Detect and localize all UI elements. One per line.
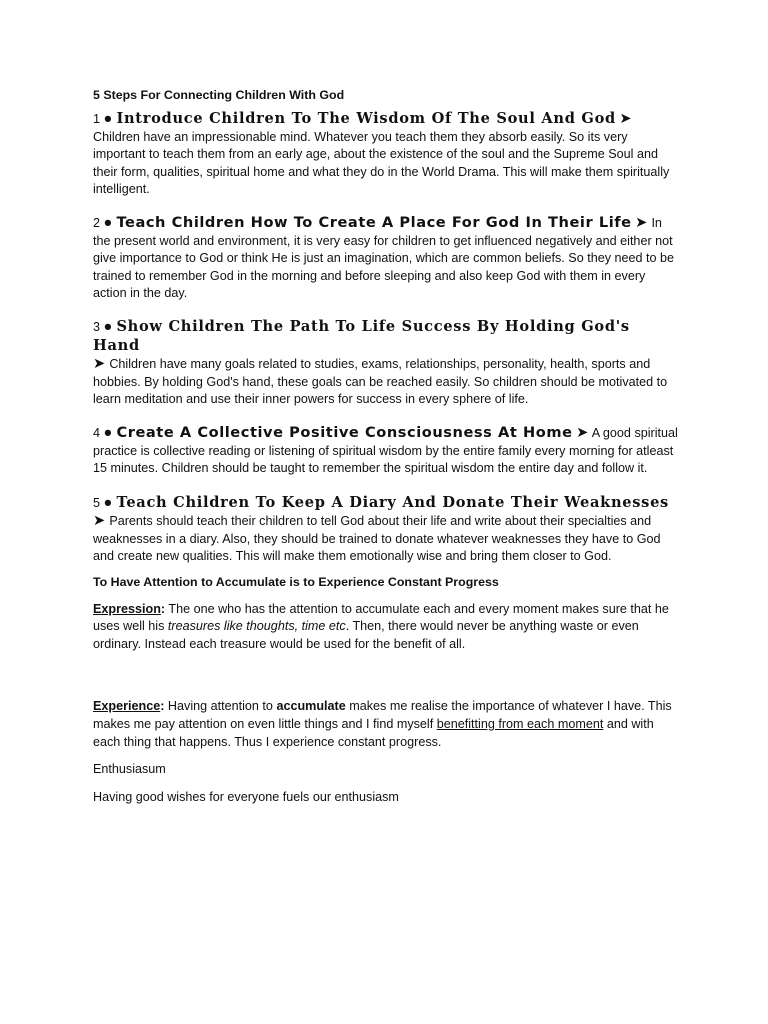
step-body: Children have many goals related to studies, exams, relationships, personality, health, sports and hobbies. By holding God's hand, these goals can be reached easily. So children should be motivated to learn meditation and use their inner powers for success in every sphere of life. — [93, 357, 668, 407]
step-2 — [93, 214, 678, 303]
experience-text-1: Having attention to — [164, 699, 277, 714]
arrow-icon: ➤ — [619, 111, 633, 127]
experience-text-3: and with each thing that happens. Thus I experience constant progress. — [93, 717, 654, 749]
step-body: In the present world and environment, it is very easy for children to get influenced negatively and either not give importance to God or think He is just an imagination, which are common beliefs. So they need to be trained to remember God in the morning and before sleeping and also keep God with them in every action in the day. — [93, 215, 675, 301]
bullet-icon: ● — [103, 111, 113, 127]
step-heading: Show Children The Path To Life Success By Holding God's Hand — [93, 317, 630, 354]
step-number: 5 — [93, 495, 101, 510]
step-body: A good spiritual practice is collective reading or listening of spiritual wisdom by the entire family every morning for atleast 15 minutes. Children should be taught to remember the spiritual wisdom the entire day and follow it. — [93, 425, 678, 476]
step-1 — [93, 110, 678, 199]
step-heading: Teach Children To Keep A Diary And Donate Their Weaknesses — [116, 493, 669, 511]
expression-paragraph — [93, 601, 678, 654]
experience-bold-word: accumulate — [276, 699, 346, 714]
expression-label: Expression — [93, 601, 161, 616]
step-heading: Create A Collective Positive Consciousness At Home — [116, 423, 573, 441]
spacer — [93, 663, 678, 698]
step-number: 1 — [93, 112, 101, 126]
step-4 — [93, 424, 678, 478]
step-3 — [93, 318, 678, 409]
experience-paragraph — [93, 698, 678, 751]
step-body: Parents should teach their children to tell God about their life and write about their specialties and weaknesses in a diary. Also, they should be trained to donate whatever weaknesses they have to God and create new qualities. This will make them emotionally wise and bring them closer to God. — [93, 514, 661, 564]
arrow-icon: ➤ — [635, 214, 648, 231]
arrow-icon: ➤ — [576, 424, 589, 441]
arrow-icon: ➤ — [93, 513, 106, 530]
bullet-icon: ● — [103, 424, 113, 441]
step-heading: Introduce Children To The Wisdom Of The Soul And God — [116, 110, 616, 127]
document-title: 5 Steps For Connecting Children With God — [93, 88, 345, 102]
expression-text-2: . Then, there would never be anything waste or even ordinary. Instead each treasure would be used for the benefit of all. — [93, 619, 639, 651]
expression-colon: : — [160, 601, 166, 616]
step-heading: Teach Children How To Create A Place For God In Their Life — [116, 213, 632, 231]
experience-underlined-text: benefitting from each moment — [436, 717, 604, 732]
experience-text-2: makes me realise the importance of whatever I have. This makes me pay attention on even little things and I find myself — [93, 699, 672, 732]
step-number: 2 — [93, 215, 101, 230]
enthusiasm-heading: Enthusiasum — [93, 762, 166, 777]
document-page — [93, 86, 678, 816]
expression-italic-text: treasures like thoughts, time etc — [167, 619, 346, 634]
step-number: 4 — [93, 425, 101, 440]
experience-colon: : — [160, 699, 165, 714]
expression-text-1: The one who has the attention to accumulate each and every moment makes sure that he uses well his — [93, 601, 669, 634]
enthusiasm-line: Having good wishes for everyone fuels our enthusiasm — [93, 789, 399, 804]
arrow-icon: ➤ — [93, 356, 106, 373]
bullet-icon: ● — [103, 214, 113, 231]
bullet-icon: ● — [103, 494, 113, 511]
step-number: 3 — [93, 319, 101, 334]
step-5 — [93, 494, 678, 566]
step-body: Children have an impressionable mind. Whatever you teach them they absorb easily. So its very important to teach them from an early age, about the existence of the soul and the Supreme Soul and their form, qualities, spiritual home and what they do in the World Drama. This will make them spiritually intelligent. — [93, 129, 670, 197]
section-heading: To Have Attention to Accumulate is to Experience Constant Progress — [93, 575, 499, 590]
experience-label: Experience — [93, 699, 161, 714]
bullet-icon: ● — [103, 318, 113, 335]
